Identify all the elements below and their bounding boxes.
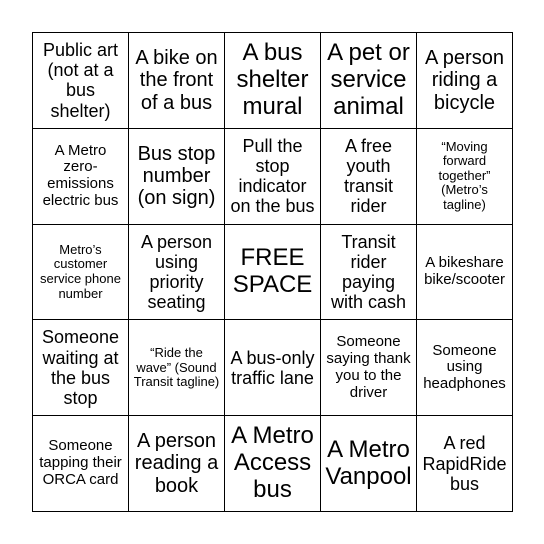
bingo-cell-r1c1[interactable] bbox=[33, 33, 129, 129]
bingo-cell-r1c4[interactable] bbox=[321, 33, 417, 129]
bingo-cell-r4c3[interactable] bbox=[225, 320, 321, 416]
bingo-cell-text: Bus stop number (on sign) bbox=[137, 142, 216, 210]
bingo-cell-text: Pull the stop indicator on the bus bbox=[230, 135, 315, 217]
bingo-cell-r1c3[interactable] bbox=[225, 33, 321, 129]
bingo-cell-text: A Metro Access bus bbox=[231, 422, 314, 504]
bingo-cell-text: Metro’s customer service phone number bbox=[40, 241, 121, 301]
bingo-cell-r4c5[interactable] bbox=[417, 320, 513, 416]
bingo-board bbox=[32, 32, 513, 512]
bingo-cell-text: Someone saying thank you to the driver bbox=[326, 333, 411, 401]
bingo-cell-text: A Metro zero-emissions electric bus bbox=[42, 141, 119, 209]
bingo-cell-text: A bike on the front of a bus bbox=[135, 46, 218, 114]
bingo-cell-text: “Ride the wave” (Sound Transit tagline) bbox=[133, 344, 220, 390]
bingo-cell-r2c2[interactable] bbox=[129, 129, 225, 225]
bingo-cell-text: Someone waiting at the bus stop bbox=[41, 327, 120, 408]
bingo-cell-r3c5[interactable] bbox=[417, 225, 513, 321]
bingo-cell-text: Transit rider paying with cash bbox=[330, 231, 407, 313]
bingo-cell-r4c1[interactable] bbox=[33, 320, 129, 416]
bingo-cell-r1c5[interactable] bbox=[417, 33, 513, 129]
bingo-cell-text: Someone using headphones bbox=[423, 341, 506, 393]
bingo-cell-r2c3[interactable] bbox=[225, 129, 321, 225]
bingo-cell-text: A red RapidRide bus bbox=[422, 433, 507, 494]
bingo-cell-r5c2[interactable] bbox=[129, 416, 225, 512]
bingo-cell-free-space[interactable] bbox=[225, 225, 321, 321]
bingo-cell-r3c1[interactable] bbox=[33, 225, 129, 321]
bingo-cell-r2c1[interactable] bbox=[33, 129, 129, 225]
bingo-cell-text: A bus-only traffic lane bbox=[230, 347, 315, 388]
bingo-cell-text: A bus shelter mural bbox=[236, 39, 309, 120]
bingo-cell-r5c3[interactable] bbox=[225, 416, 321, 512]
bingo-cell-text: Public art (not at a bus shelter) bbox=[42, 40, 119, 121]
bingo-cell-r5c5[interactable] bbox=[417, 416, 513, 512]
bingo-cell-r2c4[interactable] bbox=[321, 129, 417, 225]
bingo-cell-text: Someone tapping their ORCA card bbox=[39, 437, 122, 488]
bingo-cell-text: A bikeshare bike/scooter bbox=[424, 254, 505, 288]
bingo-cell-r4c4[interactable] bbox=[321, 320, 417, 416]
bingo-cell-r2c5[interactable] bbox=[417, 129, 513, 225]
bingo-cell-text: A person using priority seating bbox=[140, 231, 213, 313]
bingo-cell-r3c4[interactable] bbox=[321, 225, 417, 321]
bingo-cell-text: A free youth transit rider bbox=[343, 135, 394, 217]
bingo-cell-text: A pet or service animal bbox=[327, 39, 410, 120]
bingo-cell-r1c2[interactable] bbox=[129, 33, 225, 129]
bingo-cell-text: “Moving forward together” (Metro’s tagline) bbox=[438, 138, 491, 213]
bingo-cell-r5c4[interactable] bbox=[321, 416, 417, 512]
bingo-cell-r3c2[interactable] bbox=[129, 225, 225, 321]
bingo-cell-text: A Metro Vanpool bbox=[325, 435, 412, 490]
bingo-cell-r5c1[interactable] bbox=[33, 416, 129, 512]
free-space-label: FREE SPACE bbox=[232, 244, 313, 298]
bingo-cell-text: A person riding a bicycle bbox=[425, 46, 504, 114]
bingo-cell-r4c2[interactable] bbox=[129, 320, 225, 416]
bingo-cell-text: A person reading a book bbox=[134, 430, 219, 497]
